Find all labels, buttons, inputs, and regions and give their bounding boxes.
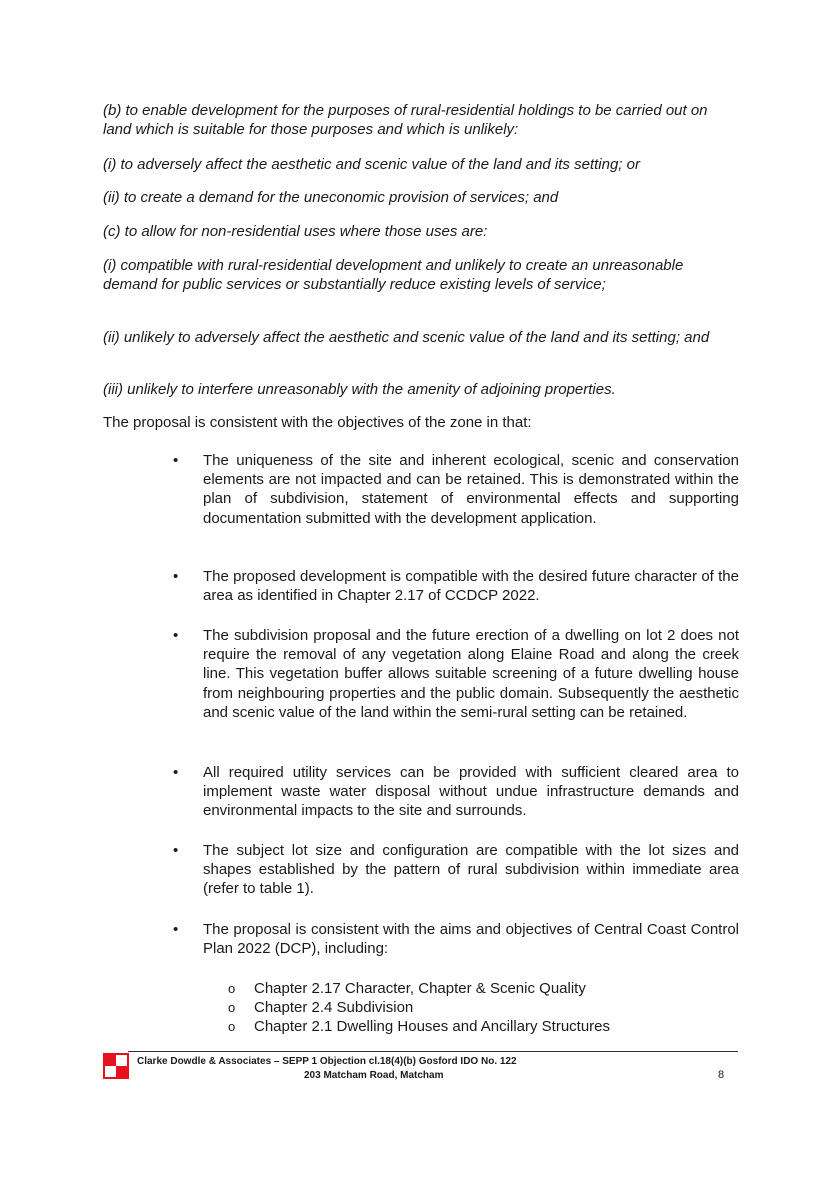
bullet-icon: • xyxy=(173,921,179,938)
list-item xyxy=(173,626,739,722)
list-item-text: All required utility services can be provided with sufficient cleared area to implement waste water disposal without undue infrastructure demands and environmental impacts to the site and surrounds. xyxy=(203,764,739,820)
list-item-text: The proposal is consistent with the aims and objectives of Central Coast Control Plan 2022 (DCP), including: xyxy=(203,921,739,958)
sub-list-item xyxy=(228,998,413,1018)
list-item-text: The subject lot size and configuration are compatible with the lot sizes and shapes established by the pattern of rural subdivision within immediate area (refer to table 1). xyxy=(203,842,739,898)
footer-address: 203 Matcham Road, Matcham xyxy=(304,1070,444,1081)
bullet-icon: • xyxy=(173,568,179,585)
intro-paragraph: The proposal is consistent with the objectives of the zone in that: xyxy=(103,414,532,431)
list-item xyxy=(173,920,739,958)
footer-divider xyxy=(128,1051,738,1052)
sub-list-item xyxy=(228,979,586,999)
sub-list-item-text: Chapter 2.17 Character, Chapter & Scenic Quality xyxy=(254,980,586,997)
circle-bullet-icon: o xyxy=(228,1019,236,1034)
list-item-text: The subdivision proposal and the future erection of a dwelling on lot 2 does not require the removal of any vegetation along Elaine Road and along the creek line. This vegetation buffer allows suitable screening of a future dwelling house from neighbouring properties and the public domain. Subsequently the aesthetic and scenic value of the land within the semi-rural setting can be retained. xyxy=(203,627,739,721)
company-logo xyxy=(103,1053,129,1079)
objective-b-ii: (ii) to create a demand for the uneconomic provision of services; and xyxy=(103,189,559,206)
bullet-icon: • xyxy=(173,627,179,644)
bullet-icon: • xyxy=(173,764,179,781)
footer-title: Clarke Dowdle & Associates – SEPP 1 Objection cl.18(4)(b) Gosford IDO No. 122 xyxy=(137,1056,517,1067)
objective-c-iii: (iii) unlikely to interfere unreasonably with the amenity of adjoining properties. xyxy=(103,381,616,398)
page-number: 8 xyxy=(718,1069,725,1081)
objective-b: (b) to enable development for the purposes of rural-residential holdings to be carried out on land which is suitable for those purposes and which is unlikely: xyxy=(103,102,708,138)
list-item-text: The uniqueness of the site and inherent ecological, scenic and conservation elements are not impacted and can be retained. This is demonstrated within the plan of subdivision, statement of environmental effects and supporting documentation submitted with the development application. xyxy=(203,452,739,527)
list-item xyxy=(173,567,739,605)
circle-bullet-icon: o xyxy=(228,981,236,996)
circle-bullet-icon: o xyxy=(228,1000,236,1015)
sub-list-item xyxy=(228,1017,610,1037)
list-item-text: The proposed development is compatible with the desired future character of the area as identified in Chapter 2.17 of CCDCP 2022. xyxy=(203,568,739,605)
list-item xyxy=(173,451,739,528)
list-item xyxy=(173,841,739,899)
objective-c-i: (i) compatible with rural-residential development and unlikely to create an unreasonable demand for public services or substantially reduce existing levels of service; xyxy=(103,257,684,293)
bullet-icon: • xyxy=(173,842,179,859)
objective-b-i: (i) to adversely affect the aesthetic and scenic value of the land and its setting; or xyxy=(103,156,640,173)
list-item xyxy=(173,763,739,821)
sub-list-item-text: Chapter 2.1 Dwelling Houses and Ancillary Structures xyxy=(254,1018,611,1035)
objective-c: (c) to allow for non-residential uses where those uses are: xyxy=(103,223,488,240)
objective-c-ii: (ii) unlikely to adversely affect the aesthetic and scenic value of the land and its setting; and xyxy=(103,329,710,346)
bullet-icon: • xyxy=(173,452,179,469)
sub-list-item-text: Chapter 2.4 Subdivision xyxy=(254,999,414,1016)
